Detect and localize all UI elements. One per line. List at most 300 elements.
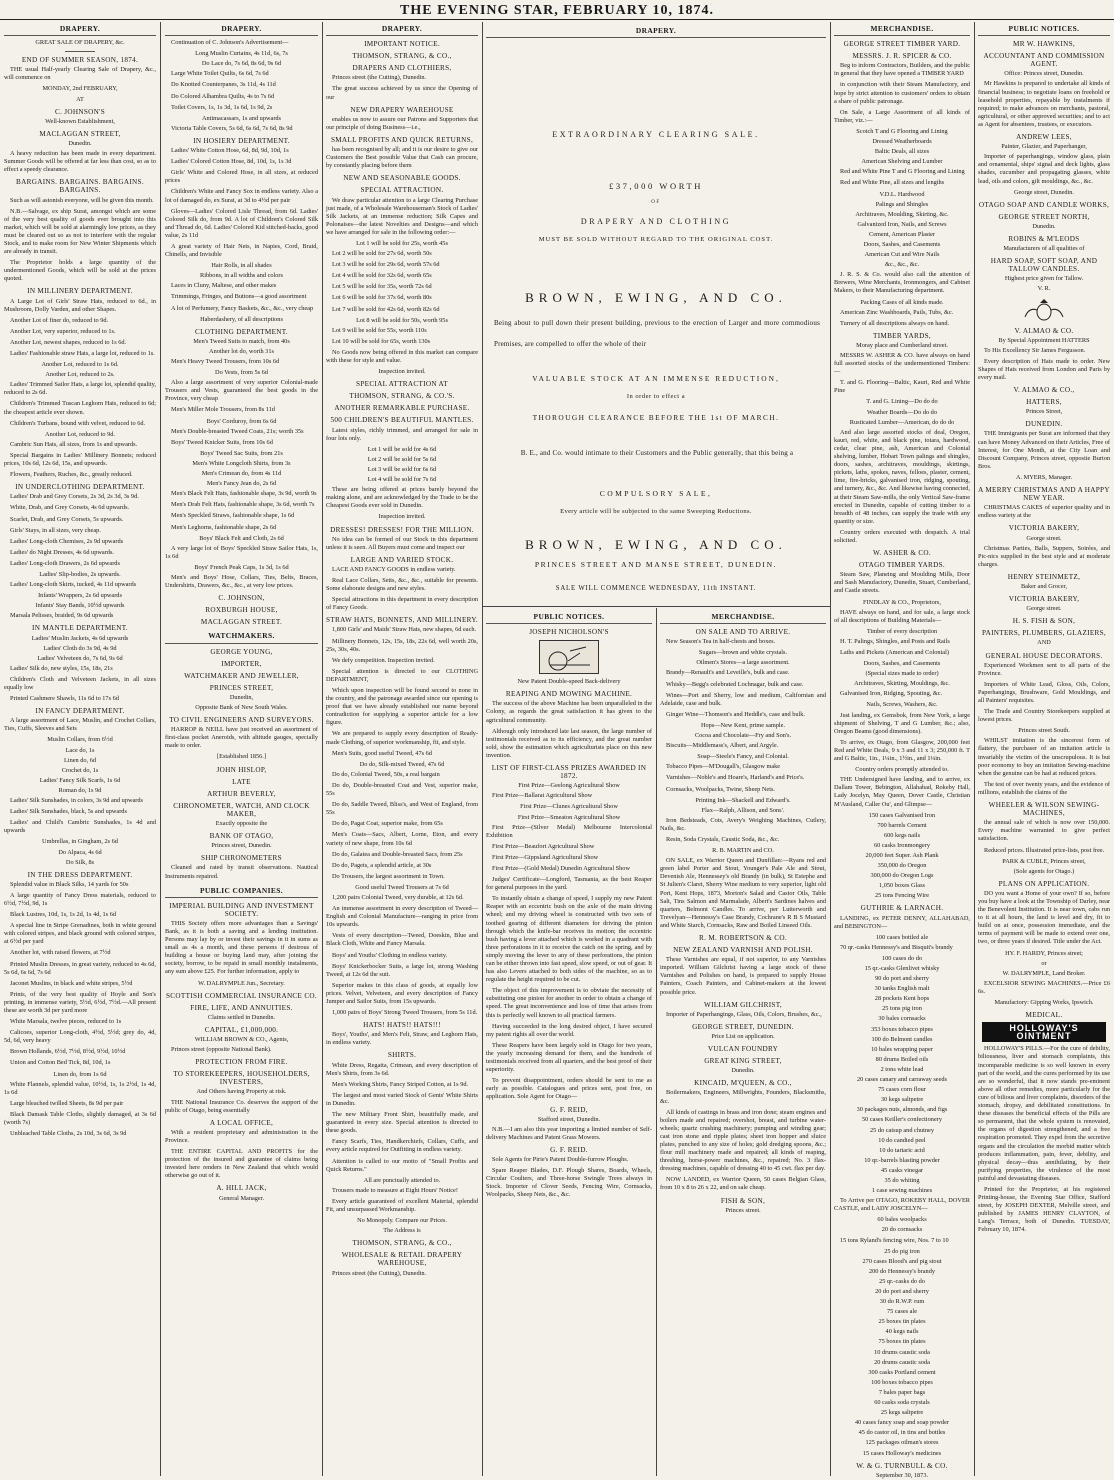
text-line: Princes street South.: [1018, 727, 1070, 735]
text-line: Do Colored Alhambra Quilts, 4s to 7s 6d: [171, 92, 275, 100]
text-line: A large assortment of Lace, Muslin, and Crochet Collars, Ties, Cuffs, Sleeves and Sets: [4, 717, 156, 733]
text-line: TO CIVIL ENGINEERS AND SURVEYORS.: [169, 716, 314, 725]
text-line: Real Lace Collars, Setts, &c., &c., suitable for presents. Some elaborate designs and new styles.: [326, 576, 478, 593]
text-line: Doors, Sashes, and Casements: [863, 240, 941, 248]
text-line: THOMSON, STRANG, & CO.,: [352, 1239, 452, 1248]
text-line: W. DALRYMPLE, Land Broker.: [1002, 969, 1086, 977]
text-line: Victoria Table Covers, 5s 6d, 6s 6d, 7s 6d, 8s 9d: [171, 124, 293, 132]
text-line: CAPITAL, £1,000,000.: [204, 1025, 279, 1034]
text-line: Princes street (the Cutting), Dunedin.: [332, 74, 427, 82]
text-line: First Prize—Geelong Agricultural Show: [518, 782, 620, 790]
column-rule: [160, 22, 161, 1476]
text-line: G. F. REID,: [550, 1105, 588, 1114]
text-line: Printing Ink—Shackell and Edward's.: [695, 796, 791, 804]
text-line: HARD SOAP, SOFT SOAP, AND TALLOW CANDLES.: [990, 257, 1098, 274]
section-header: PUBLIC COMPANIES.: [165, 887, 318, 898]
text-line: Do Vests, from 5s 6d: [215, 369, 268, 377]
text-line: Cambric Sun Hats, all sizes, from 1s and upwards.: [10, 440, 138, 448]
text-line: HY. F. HARDY, Princes street;: [1005, 949, 1083, 957]
section-header: DRAPERY.: [4, 25, 156, 36]
text-line: Such as will astonish everyone, will be given this month.: [10, 196, 154, 204]
text-line: HAVE always on hand, and for sale, a large stock of all descriptions of Building Materials—: [834, 608, 970, 624]
text-line: Infants' Wrappers, 2s 6d upwards: [38, 592, 122, 600]
text-line: To His Excellency Sir James Fergusson.: [984, 346, 1086, 354]
notice-paragraph: B. E., and Co. would intimate to their Customers and the Public generally, that this being a: [520, 449, 794, 457]
text-line: Prints, of the very best quality of Hoyle and Son's printing, in immense variety, 5½d, 6½d, 7½d.—All present these are worth 3d per yard more: [4, 990, 156, 1014]
text-line: NEW ZEALAND VARNISH AND POLISH.: [673, 946, 813, 955]
text-line: Timber of every description: [866, 627, 938, 635]
text-line: A lot of Perfumery, Fancy Baskets, &c., &c., very cheap: [171, 304, 314, 312]
text-line: 100 do Belmont candles: [871, 1035, 933, 1043]
text-line: American Cut and Wire Nails: [864, 251, 940, 259]
text-line: Palings and Shingles: [875, 200, 929, 208]
text-line: Moray place and Cumberland street.: [856, 341, 948, 349]
text-line: LANDING, ex PETER DENNY, ALLAHABAD, and BEBINGTON—: [834, 914, 970, 930]
text-line: T. and G. Flooring—Baltic, Kauri, Red and White Pine: [834, 379, 970, 395]
text-line: TO STOREKEEPERS, HOUSEHOLDERS, INVESTERS,: [173, 1070, 310, 1087]
text-line: Red and White Pine T and G Flooring and Lining: [840, 168, 965, 176]
headline-valuable-stock: VALUABLE STOCK AT AN IMMENSE REDUCTION,: [532, 374, 780, 383]
text-line: Inspection invited.: [378, 513, 426, 521]
text-line: 30 do R.W.P. rum: [879, 1298, 925, 1306]
text-line: Boys' Corduroy, from 6s 6d: [206, 417, 277, 425]
text-line: Reduced prices. Illustrated price-lists, post free.: [984, 846, 1105, 854]
text-line: 30 kegs saltpetre: [880, 1096, 924, 1104]
text-line: SCOTTISH COMMERCIAL INSURANCE CO.: [166, 991, 317, 1000]
text-line: Men's Heavy Tweed Trousers, from 10s 6d: [171, 358, 280, 365]
text-line: THIS Society offers more advantages than a Savings' Bank, as it is both a saving and a lending institution. Persons may lay by or invest their savings in it in sums as small as 4s a month, and these persons if desirous of building a house or buying land may, after joining the society, borrow, to be repaid in small monthly instalments, any sum above £25. For further information, apply to: [165, 919, 318, 976]
text-line: Well-known Establishment,: [45, 117, 115, 125]
text-line: Trimmings, Fringes, and Buttons—a good assortment: [171, 293, 307, 301]
text-line: Highest price given for Tallow.: [1004, 275, 1084, 283]
public-companies-ads: [165, 902, 318, 1203]
column-rule: [322, 22, 323, 1476]
text-line: The Address is: [383, 1227, 421, 1235]
text-line: the annual sale of which is now over 150,000. Every machine warranted to give perfect satisfaction.: [978, 819, 1110, 843]
text-line: Manufacturers of all qualities of: [1003, 245, 1085, 253]
text-line: These are being offered at prices barely beyond the making alone, and are acknowledged by the Trade to be the Cheapest Goods ever sold in Dunedin.: [326, 486, 478, 510]
text-line: Girls' Stays, in all sizes, very cheap.: [10, 526, 101, 534]
text-line: Ladies' Trimmed Sailor Hats, a large lot, splendid quality, reduced to 2s 6d.: [4, 381, 156, 397]
text-line: HATS! HATS!! HATS!!!: [363, 1021, 441, 1030]
text-line: IN MANTLE DEPARTMENT.: [32, 624, 128, 633]
text-line: With a resident proprietary and administration in the Province.: [165, 1128, 318, 1144]
text-line: 10 do tartaric acid: [879, 1146, 925, 1154]
headline-regard: MUST BE SOLD WITHOUT REGARD TO THE ORIGINAL COST.: [538, 236, 774, 243]
text-line: 25 qr.-casks do do: [879, 1277, 925, 1285]
text-line: NEW AND SEASONABLE GOODS.: [343, 174, 461, 183]
text-line: ON SALE, ex Warrior Queen and Dunfillan:—Ryans red and green label Porter and Stout, Younger's Pale Ale and Stout, Devenish Ale, Hennessey's old Brandy (in bulk), St Estephe and St Julien's Claret, Sherry Wine medium to very superior, light old Port, Kent Hops, 1873, Morton's Salad and Castor Oils, Table Salt, Tins Salmon and Marmalade, Albert's Sardines halves and quarters, Belmont Candles. To arrive, per Lutterworth and Trevelyan—Hennessy's Case Brandy, Cochrane's R B S Mustard and White Starch, Cornsacks, Raw and Boiled Linseed Oils.: [660, 857, 826, 929]
text-line: THE Immigrants per Surat are informed that they can have Money Advanced on their Articles, Free of Interest, for One Month, at the City Loan and Discount Company, Princes street, opposite Burton Bros.: [978, 430, 1110, 470]
text-line: Red and White Pine, all sizes and lengths: [840, 179, 945, 187]
text-line: MONDAY, 2nd FEBRUARY,: [42, 85, 118, 93]
text-line: A large quantity of Fancy Dress materials, reduced to 6½d, 7½d, 9d, 1s: [4, 891, 156, 907]
text-line: To instantly obtain a change of speed, I supply my new Patent Reaper with an eccentric bush on the axle of the main driving wheel; and my driving wheel is constructed with two sets of toothed gearing of different diameters for driving the pinion through which the knife-bar receives its motion; the eccentric bush having a lever attached which is worked in a quadrant with three perforations in it to receive the catch on the spring, and by simply moving the lever to any of these perforations, the pinion can be either thrown into fast speed, slow speed, or out of gear. It has also Levers attached to both sides of the machine, so as to regulate the height required to be cut.: [486, 895, 652, 984]
text-line: Another lot do, worth 31s: [209, 347, 274, 355]
text-line: Do do, Silk-mixed Tweed, 47s 6d: [359, 760, 445, 768]
headline-thorough-clearance: THOROUGH CLEARANCE BEFORE THE 1st OF MARCH.: [532, 413, 780, 422]
column-public-notices: [978, 24, 1110, 1474]
text-line: 10 bales wrapping paper: [871, 1045, 933, 1053]
text-line: Another Lot, newest shapes, reduced to 1s 6d.: [10, 338, 127, 346]
text-line: PRINCES STREET,: [209, 683, 274, 692]
text-line: N.B.—Salvage, ex ship Surat, amongst which are some of the very best quality of goods ever brought into this market, which will be sold at alarmingly low prices, as they must be cleared out so as not to interfere with the regular Stock, and to make room for New Winter Shipments which are already in transit.: [4, 207, 156, 256]
text-line: Ladies' Fashionable straw Hats, a large lot, reduced to 1s.: [10, 350, 155, 357]
watchmakers-ads: [165, 648, 318, 881]
column-drapery-thomson: [326, 24, 478, 1474]
text-line: 90 do port and sherry: [875, 975, 929, 983]
text-line: Infants' Stay Bands, 10½d upwards: [35, 602, 125, 610]
text-line: 15 qr.-casks Glenlivet whisky: [864, 965, 940, 972]
text-line: Doors, Sashes, and Casements: [863, 660, 941, 668]
text-line: 300,000 do Oregon Logs: [870, 872, 934, 880]
sweeping-reductions: Every article will be subjected to the same Sweeping Reductions.: [560, 508, 752, 515]
text-line: Lot 6 will be sold for 37s 6d, worth 80s: [332, 294, 432, 302]
text-line: V. ALMAO & CO.,: [1013, 386, 1075, 395]
text-line: Vests of every description—Tweed, Doeskin, Blue and Black Cloth, White and Fancy Marsala.: [326, 932, 478, 948]
text-line: WILLIAM BROWN & CO., Agents,: [194, 1036, 289, 1043]
text-line: WILLIAM GILCHRIST,: [704, 1000, 782, 1009]
text-line: Ladies' Silk Sunshades, in colors, 3s 9d and upwards: [10, 797, 144, 805]
text-line: Do do, Pagets, a splendid article, at 30s: [332, 861, 432, 869]
section-rule: [482, 606, 830, 607]
text-line: Ladies' Long-cloth Skirts, tucked, 4s 11d upwards: [10, 581, 137, 589]
text-line: George street.: [1026, 534, 1062, 542]
text-line: Brown Hollands, 6½d, 7½d, 8½d, 9½d, 10½d: [10, 1048, 126, 1056]
text-line: GREAT KING STREET,: [704, 1057, 782, 1066]
text-line: First Prize—Ballarat Agricultural Show: [492, 792, 593, 800]
text-line: An immense assortment in every description of Tweed—English and Colonial Manufacture—ranging in price from 10s upwards.: [326, 905, 478, 929]
text-line: Princes street.: [725, 1206, 761, 1214]
text-line: Do Trousers, the largest assortment in Town.: [332, 872, 445, 880]
text-line: VICTORIA BAKERY,: [1008, 524, 1080, 533]
text-line: DO you want a Home of your own? If so, before you buy have a look at the Township of Darley, near the Benevolent Institution. It is near town, cabs run to it at all hours, the land is level and dry, fit to build on at once, possession immediate, and the terms of payment will be made to extend over one, two, or three years if desired. Title under the Act.: [978, 889, 1110, 946]
text-line: Cement, American Plaster: [869, 230, 935, 238]
text-line: First Prize—Clunes Agricultural Show: [520, 803, 618, 811]
text-line: Experienced Workmen sent to all parts of the Province.: [978, 661, 1110, 677]
text-line: DRAPERS AND CLOTHIERS,: [352, 64, 452, 73]
text-line: Spare Reaper Blades, D.F. Plough Shares, Boards, Wheels, Circular Coulters, and Three-horse Swingle Trees always in Stock. Importer of Clover Seeds, Fencing Wire, Cornsacks, Woolpacks, Sheep Nets, &c., &c.: [486, 1167, 652, 1199]
text-line: A great variety of Hair Nets, in Napies, Cord, Braid, Chinells, and Invisible: [165, 242, 318, 259]
text-line: The Proprietor holds a large quantity of the undermentioned Goods, which will be sold at the prices quoted.: [4, 259, 156, 283]
text-line: 45 casks vinegar: [881, 1166, 923, 1174]
text-line: Men's and Boys' Hose, Collars, Ties, Belts, Braces, Undershirts, Drawers, &c., &c., at very low prices.: [165, 573, 318, 590]
headline-clearing-sale: EXTRAORDINARY CLEARING SALE.: [552, 130, 760, 139]
text-line: LATE: [232, 777, 251, 786]
text-line: Inspection invited.: [378, 368, 426, 376]
text-line: Galvanised Iron, Ridging, Spouting, &c.: [840, 690, 943, 698]
text-line: Lot 8 will be sold for 50s, worth 95s: [356, 316, 448, 324]
text-line: Do Knotted Counterpanes, 3s 11d, 4s 11d: [171, 81, 276, 89]
text-line: Dunedin.: [68, 139, 92, 147]
text-line: All kinds of castings in brass and iron done; steam engines and boilers made and repaired; overshot, breast, and turbine water-wheels; quartz crushing machinery; pumping and winding gear; cast iron stone and ripple plates; sheet iron hopper and sluice plates, punched to any size of holes; gold dredging spoons, &c.; flour mill machinery made and repaired; all kinds of reaping, threshing, horse-power machines, &c., repaired; No. 3 flax-dressing machines, capable of dressing 40 to 45 cwt. flax per day.: [660, 1108, 826, 1173]
text-line: 15 tons Ryland's fencing wire, Nos. 7 to 10: [840, 1236, 949, 1244]
text-line: THE usual Half-yearly Clearing Sale of Drapery, &c., will commence on: [4, 66, 156, 82]
text-line: Scarlet, Drab, and Grey Corsets, 5s upwards.: [10, 515, 124, 523]
text-line: First Prize—Smeaton Agricultural Show: [517, 813, 621, 821]
text-line: To arrive, ex Otago, from Glasgow, 200,000 feet Red and White Deals, 9 x 3 and 11 x 3; 250,000 ft. T and G Baltic, 1in., 1¼in., 1½in., and 1¼in.: [834, 738, 970, 763]
text-line: And also large assorted stocks of deal, Oregon, kauri, red, white, and black pine, totara, hardwood, cedar, clear pine, ash, American and Colonial shelving, lumber, Hobart Town palings and shingles, doors, sashes, architraves, mouldings, skirtings, pickets, laths, spokes, naves, felloes, plaster, cement, lime, fire-bricks, galvanised iron, ridging, spouting, and turnery, &c., &c. And likewise having connected, at their Steam Saw-mills, the only Vertical Saw-frame erected in Dunedin, capable of cutting timber to a breadth of 48 inches, can supply the trade with any quantity or size.: [834, 428, 970, 525]
text-line: Children's Turbans, bound with velvet, reduced to 6d.: [10, 419, 146, 427]
text-line: Stafford street, Dunedin.: [537, 1115, 601, 1123]
text-line: Ladies' White Cotton Hose, 6d, 8d, 9d, 10d, 1s: [171, 147, 289, 155]
text-line: Umbrellas, in Gingham, 2s 6d: [42, 838, 118, 846]
text-line: JOHN HISLOP,: [216, 765, 267, 774]
text-line: Another Lot, reduced to 9d.: [45, 430, 115, 438]
text-line: Long Muslin Curtains, 4s 11d, 6s, 7s: [195, 50, 288, 58]
text-line: 30 bales cornsacks: [878, 1015, 926, 1023]
text-line: Millinery Bonnets, 12s, 15s, 18s, 22s 6d, well worth 20s, 25s, 30s, 40s.: [326, 637, 478, 653]
text-line: American Zinc Washboards, Pails, Tubs, &c.: [840, 308, 954, 316]
text-line: A heavy reduction has been made in every department. Summer Goods will be offered at far less than cost, so as to effect a speedy clearance.: [4, 150, 156, 174]
text-line: Importers of White Lead, Gloss, Oils, Colors, Paperhangings, Brushware, Gold Mouldings, and all Painters' requisites.: [978, 680, 1110, 704]
text-line: BANK OF OTAGO,: [209, 832, 274, 841]
text-line: NEW DRAPERY WAREHOUSE: [350, 105, 454, 114]
text-line: Marsala Pelisses, braided, 9s 6d upwards: [10, 612, 114, 620]
text-line: 20 do port and sherry: [875, 1288, 929, 1295]
text-line: LIST OF FIRST-CLASS PRIZES AWARDED IN 1872.: [491, 764, 647, 781]
text-line: 75 cases ale: [886, 1308, 918, 1316]
text-line: Roman do, 1s 9d: [58, 786, 102, 794]
text-line: Varnishes—Noble's and Hoare's, Harland's and Price's.: [666, 774, 805, 782]
text-line: Price List on application.: [711, 1032, 775, 1040]
text-line: MESSRS W. ASHER & CO. have always on hand full assorted stocks of the undermentioned Timbers:—: [834, 352, 970, 376]
text-line: Dunedin.: [731, 1067, 755, 1075]
text-line: 1,800 Girls' and Maids' Straw Hats, new shapes, 6d each.: [332, 626, 477, 634]
section-header: DRAPERY.: [486, 26, 826, 38]
text-line: 75 boxes tin plates: [878, 1338, 926, 1346]
text-line: 25 tons pig iron: [882, 1005, 922, 1013]
text-line: All are punctually attended to.: [363, 1176, 441, 1184]
text-line: Scotch T and G Flooring and Lining: [856, 127, 948, 135]
text-line: CLOTHING DEPARTMENT.: [194, 327, 288, 336]
text-line: Fancy Scarfs, Ties, Handkerchiefs, Collars, Cuffs, and every article required for Outfitting in endless variety.: [326, 1138, 478, 1154]
text-line: Which upon inspection will be found second to none in the country, and the patronage awarded since our opening is proof that we have already established our name beyond contradiction for supplying a superior article for a low figure.: [326, 687, 478, 727]
text-line: Jaconet Muslins, in black and white stripes, 5½d: [10, 979, 133, 987]
text-line: IN THE DRESS DEPARTMENT.: [27, 870, 133, 879]
text-line: 20,000 feet Super. Ash Plank: [865, 851, 939, 859]
text-line: Turnery of all descriptions always on hand.: [840, 319, 950, 327]
text-line: Baker and Grocer,: [1020, 582, 1068, 590]
text-line: OTAGO SOAP AND CANDLE WORKS,: [978, 200, 1110, 209]
text-line: Lot 5 will be sold for 35s, worth 72s 6d: [332, 283, 432, 291]
text-line: White Dress, Regatta, Crimean, and every description of Men's Shirts, from 3s 6d.: [326, 1061, 478, 1077]
text-line: 500 CHILDREN'S BEAUTIFUL MANTLES.: [330, 416, 474, 425]
text-line: White Flannels, splendid value, 10½d, 1s, 1s 2½d, 1s 4d, 1s 6d: [4, 1080, 156, 1096]
text-line: 600 kegs nails: [883, 831, 921, 839]
text-line: 25 kegs saltpetre: [880, 1409, 924, 1417]
text-line: New Patent Double-speed Back-delivery: [517, 678, 621, 686]
text-line: Lot 2 will be sold for 27s 6d, worth 50s: [332, 250, 432, 258]
text-line: 10 drums caustic soda: [874, 1348, 930, 1356]
text-line: Ladies' Muslin Jackets, 4s 6d upwards: [31, 634, 129, 642]
text-line: Although only introduced late last season, the large number of testimonials received as to its efficiency, and the great number sold, show the estimation which agriculturists place on this new invention.: [486, 727, 652, 759]
text-line: No Goods now being offered in this market can compare with these for style and value.: [326, 348, 478, 364]
text-line: G. F. REID.: [550, 1145, 588, 1154]
text-line: Sugars—brown and white crystals.: [698, 649, 788, 657]
text-line: T. and G. Lining—Do do do: [866, 398, 938, 406]
text-line: 10 do candied peel: [878, 1136, 926, 1144]
text-line: Men's Tweed Suits to match, from 40s: [193, 337, 290, 345]
text-line: IN MILLINERY DEPARTMENT.: [27, 287, 133, 296]
text-line: WHILST imitation is the sincerest form of flattery, the purchaser of an imitation article is invariably the victim of the unscrupulous. It is but poor economy to buy an imitation Sewing-machine when the genuine can be had at reduced prices.: [978, 737, 1110, 777]
text-line: HARROP & NEILL have just received an assortment of first-class pocket Aneroids, with altitude gauges, specially made to order.: [165, 726, 318, 750]
text-line: HENRY STEINMETZ,: [1007, 572, 1081, 581]
text-line: J. R. S. & Co. would also call the attention of Brewers, Wine Merchants, Ironmongers, and Cabinet Makers, to their Manufacturing department.: [834, 271, 970, 295]
text-line: VULCAN FOUNDRY: [707, 1045, 779, 1054]
text-line: Unbleached Table Cloths, 2s 10d, 3s 6d, 3s 9d: [10, 1130, 127, 1138]
text-line: Princes Street,: [1025, 408, 1063, 416]
text-line: First Prize—Beaufort Agricultural Show: [492, 842, 595, 850]
text-line: Dressed Weatherboards: [872, 138, 932, 146]
column-drapery-continued: [165, 24, 318, 1474]
timber-merchandise-ads: [834, 40, 970, 1480]
text-line: Another Lot, reduced to 1s 6d.: [41, 361, 119, 369]
text-line: &c., &c., &c.: [884, 261, 920, 269]
text-line: Ginger Wine—Thomson's and Heddle's, case and bulk.: [666, 710, 806, 718]
text-line: 25 do pig iron: [884, 1247, 920, 1255]
text-line: SPECIAL ATTRACTION AT: [356, 380, 448, 389]
text-line: Wines—Port and Sherry, low and medium, Californian and Adelaide, case and bulk.: [660, 691, 826, 707]
text-line: To Arrive per OTAGO, ROKEBY HALL, DOVER CASTLE, and LADY JOSCELYN—: [834, 1197, 970, 1213]
text-line: Mr Hawkins is prepared to undertake all kinds of financial business; to negotiate loans on freehold or leasehold properties, repayable by instalments if required; to make advances on merchants, pastoral, agricultural, or other approved securities; and to act as Agent for absentees, trustees, or executors.: [978, 80, 1110, 128]
text-line: Men's White Longcloth Shirts, from 3s: [192, 459, 291, 467]
text-line: CHRONOMETER, WATCH, AND CLOCK MAKER,: [173, 801, 310, 818]
text-line: Packing Cases of all kinds made.: [860, 298, 944, 306]
text-line: SHIRTS.: [387, 1051, 417, 1060]
text-line: WHEELER & WILSON SEWING-MACHINES,: [988, 801, 1100, 818]
text-line: Do do, Saddle Tweed, Bliss's, and West of England, from 55s: [326, 801, 478, 817]
text-line: Do Alpaca, 4s 6d: [58, 848, 102, 856]
text-line: H. T. Palings, Shingles, and Posts and Rails: [840, 637, 950, 645]
text-line: Another Lot, very superior, reduced to 1s.: [10, 327, 116, 335]
text-line: VICTORIA BAKERY,: [1008, 595, 1080, 604]
text-line: AND: [1037, 639, 1051, 647]
text-line: V. ALMAO & CO.: [1014, 326, 1074, 335]
text-line: Boys' French Peak Caps, 1s 3d, 1s 6d: [194, 563, 289, 571]
text-line: 1 case sewing machines: [871, 1187, 933, 1195]
column-rule: [974, 22, 975, 1476]
text-line: 200 do Hennessy's brandy: [868, 1267, 936, 1275]
text-line: WATCHMAKER AND JEWELLER,: [184, 671, 299, 680]
text-line: 30 tanks English malt: [874, 985, 930, 993]
text-line: Boys' Tweed Knicker Suits, from 10s 6d: [171, 438, 273, 446]
text-line: in conjunction with their Steam Manufactory, and hope by strict attention to customers' orders to obtain a share of public patronage.: [834, 81, 970, 105]
text-line: Tobacco Pipes—M'Dougall's, Glasgow make: [666, 763, 781, 771]
text-line: Ladies' Drab and Grey Corsets, 2s 3d, 2s 3d, 3s 9d.: [10, 493, 139, 501]
text-line: 7 bales paper bags: [878, 1388, 926, 1396]
text-line: Men's Coats—Sacs, Albert, Lorne, Eton, and every variety of new shape, from 10s 6d: [326, 831, 478, 847]
text-line: THE ENTIRE CAPITAL AND PROFITS for the protection of the insured and guarantee of claims being invested here renders in New Zealand that which would otherwise go out of it.: [165, 1148, 318, 1180]
text-line: 10 qr.-barrels blasting powder: [864, 1156, 940, 1164]
section-header: WATCHMAKERS.: [165, 632, 318, 643]
text-line: JOSEPH NICHOLSON'S: [529, 628, 609, 637]
text-line: Painter, Glazier, and Paperhanger,: [1001, 143, 1087, 151]
text-line: Ribbons, in all widths and colors: [200, 272, 283, 280]
text-line: We are prepared to supply every description of Ready-made Clothing, of superior workmanship, fit, and style.: [326, 730, 478, 746]
section-header: DRAPERY.: [165, 25, 318, 36]
text-line: Claims settled in Dunedin.: [207, 1013, 276, 1021]
text-line: GREAT SALE OF DRAPERY, &c.: [35, 39, 125, 47]
text-line: We draw particular attention to a large Clearing Purchase just made, of a Wholesale Warehouseman's Stock of Ladies' Silk Jackets, at an immense reduction; Silk Capes and Polonaises—the latest Novelties and Designs—and which we have arranged for sale in the following order:—: [326, 196, 478, 236]
text-line: GEORGE STREET NORTH,: [998, 212, 1090, 221]
text-line: Lot 7 will be sold for 42s 6d, worth 82s 6d: [332, 305, 440, 313]
text-line: 1,000 pairs of Boys' Strong Tweed Trousers, from 5s 11d.: [332, 1009, 478, 1017]
text-line: No Monopoly. Compare our Prices.: [357, 1217, 447, 1225]
sale-commence-line: SALE WILL COMMENCE WEDNESDAY, 11th INSTANT.: [555, 585, 757, 592]
text-line: Importer of paperhangings, window glass, plain and ornamental, ships' signal and deck lights, glass shades, cucumber and propagating glasses, white lead, oils and colors, gilt mouldings, &c., &c.: [978, 153, 1110, 185]
text-line: R. B. MARTIN and CO.: [712, 847, 774, 855]
section-header: PUBLIC NOTICES.: [978, 25, 1110, 36]
text-line: ACCOUNTANT AND COMMISSION AGENT.: [983, 52, 1105, 69]
text-line: General Manager.: [218, 1194, 265, 1202]
text-line: 350,000 do Oregon: [877, 862, 927, 870]
text-line: Latest styles, richly trimmed, and arranged for sale in four lots only.: [326, 426, 478, 442]
text-line: Oilmen's Stores—a large assortment.: [696, 659, 790, 667]
text-line: W. & G. TURNBULL & CO.: [856, 1461, 948, 1470]
text-line: A very large lot of Boys' Speckled Straw Sailor Hats, 1s, 1s 6d: [165, 544, 318, 560]
text-line: Sole Agents for Pirie's Patent Double-furrow Ploughs.: [492, 1155, 629, 1163]
column-merchandise-timber: [834, 24, 970, 1479]
text-line: A MERRY CHRISTMAS AND A HAPPY NEW YEAR.: [978, 486, 1110, 503]
text-line: To prevent disappointment, orders should be sent to me as early as possible. Catalogues and prices sent, post free, on application. Sole Agent for Otago—: [486, 1077, 652, 1101]
text-line: 20 do cornsacks: [881, 1226, 923, 1234]
text-line: MACLAGGAN STREET.: [200, 618, 283, 627]
text-line: Cornsacks, Woolpacks, Twine, Sheep Nets.: [666, 785, 775, 793]
text-line: Lot 1 will be sold for 25s, worth 45s: [356, 239, 448, 247]
text-line: FIRE, LIFE, AND ANNUITIES.: [190, 1003, 293, 1012]
text-line: Galvanized Iron, Nails, and Screws: [857, 220, 947, 228]
text-line: 70 qr.-casks Hennessy's and Bisquit's brandy: [840, 943, 953, 951]
text-line: HATTERS,: [1026, 398, 1062, 407]
text-line: DUNEDIN.: [1025, 420, 1063, 429]
text-line: Men's Leghorns, fashionable shape, 2s 6d: [171, 523, 277, 531]
text-line: ON SALE AND TO ARRIVE.: [695, 628, 791, 637]
text-line: George street, Dunedin.: [1013, 188, 1075, 196]
text-line: Ladies' Long-cloth Chemises, 2s 9d upwards: [10, 537, 124, 545]
text-line: 353 boxes tobacco pipes: [871, 1025, 933, 1033]
text-line: 150 cases Galvanised Iron: [868, 811, 936, 819]
johnson-continuation: [165, 39, 318, 626]
text-line: Girls' White and Colored Hose, in all sizes, at reduced prices: [165, 169, 318, 185]
text-line: Boys' Tweed Sac Suits, from 21s: [200, 449, 283, 457]
text-line: Also a large assortment of very superior Colonial-made Trousers and Vests, guaranteed the best goods in the Province, very cheap: [165, 379, 318, 403]
text-line: NOW LANDED, ex Warrior Queen, 50 cases Belgian Glass, from 10 x 8 to 26 x 22, and on sale cheap.: [660, 1176, 826, 1192]
text-line: Special attention is directed to our CLOTHING DEPARTMENT,: [326, 667, 478, 683]
merchandise-ads: [660, 628, 826, 1215]
text-line: W. ASHER & CO.: [872, 549, 932, 558]
text-line: MESSRS. J. R. SPICER & CO.: [852, 52, 952, 61]
text-line: Men's Drab Felt Hats, fashionable shape, 3s 6d, worth 7s: [171, 501, 315, 509]
text-line: 50 cases Keiller's confectionery: [862, 1116, 942, 1124]
text-line: Flax—Ralph, Allison, and Sons'.: [701, 806, 785, 814]
text-line: Do Silk, 8s: [65, 858, 95, 866]
text-line: Another Lot, reduced to 2s.: [45, 371, 115, 379]
text-line: IN UNDERCLOTHING DEPARTMENT.: [15, 483, 145, 492]
text-line: Having succeeded in the long desired object, I have secured my patent rights all over the world.: [486, 1022, 652, 1038]
text-line: 25 do catsup and chutney: [869, 1126, 934, 1134]
text-line: Hops—New Kent, prime sample.: [700, 721, 786, 729]
text-line: Lot 9 will be sold for 55s, worth 110s: [332, 326, 427, 334]
text-line: MACLAGGAN STREET,: [39, 129, 121, 138]
text-line: The largest and most varied Stock of Gents' White Shirts in Dunedin.: [326, 1091, 478, 1107]
column-rule: [482, 22, 483, 1476]
section-header: DRAPERY.: [326, 25, 478, 36]
text-line: Men's Working Shirts, Fancy Striped Cotton, at 1s 9d.: [332, 1080, 469, 1088]
text-line: IN FANCY DEPARTMENT.: [35, 707, 125, 716]
text-line: The new Military Front Shirt, beautifully made, and guaranteed in every size. Special attention is directed to these goods.: [326, 1111, 478, 1135]
text-line: Ladies' Cloth do 3s 9d, 4s 9d: [43, 644, 117, 652]
